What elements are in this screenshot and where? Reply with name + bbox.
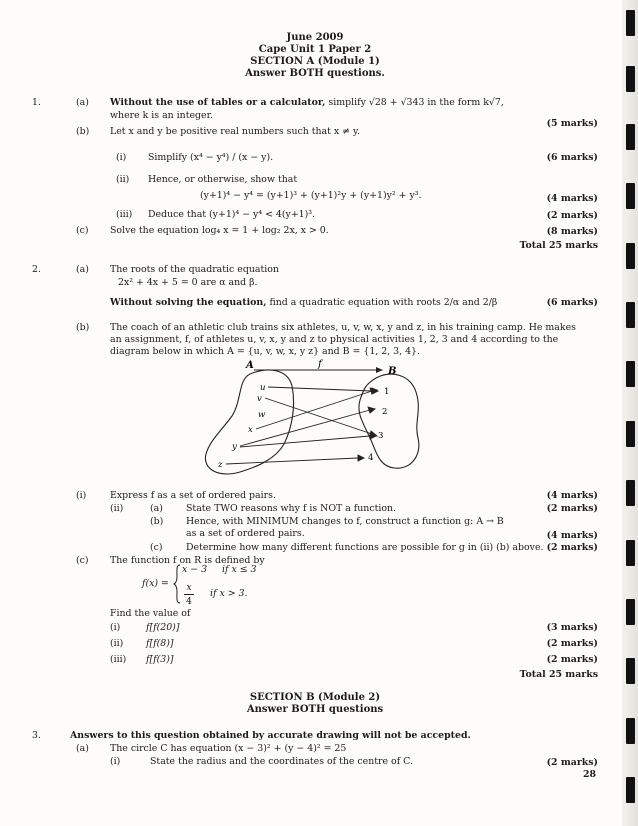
q2c-case1-cond: if x ≤ 3 [222,564,257,575]
q2c-case1-expr: x − 3 [182,564,208,575]
q2bii-b-text-2: as a set of ordered pairs. [186,528,305,539]
q1a-marks: (5 marks) [546,118,598,129]
binding-hole [626,302,635,328]
section-b-instruction: Answer BOTH questions [246,704,384,715]
set-b-label: B [388,366,397,377]
binding-hole [626,599,635,625]
q1b-text: Let x and y be positive real numbers such that x ≠ y. [110,126,361,137]
elem-v: v [257,394,262,404]
q1c-label: (c) [76,225,89,236]
q2-total: Total 25 marks [519,669,598,680]
q2ci-label: (i) [110,622,121,633]
q1c-text: Solve the equation log₄ x = 1 + log₂ 2x, x > 0. [110,225,329,236]
q2bii-b-label: (b) [150,516,164,527]
binding-hole [626,540,635,566]
binding-hole [626,243,635,269]
q1bii-label: (ii) [116,174,130,185]
q3-intro: Answers to this question obtained by accurate drawing will not be accepted. [70,730,471,741]
q2b-line-3: diagram below in which A = {u, v, w, x, y z} and B = {1, 2, 3, 4}. [110,346,421,357]
elem-2: 2 [382,407,388,417]
q2a-text-2 [110,297,497,308]
fraction-bar [184,594,194,595]
q2bi-label: (i) [76,490,87,501]
f-arrow-head [376,367,383,373]
q2b-line-1: The coach of an athletic club trains six athletes, u, v, w, x, y and z, in his training camp. He makes [110,322,576,333]
q1bi-text: Simplify (x⁴ − y⁴) / (x − y). [148,152,274,163]
set-a-outline [205,370,293,474]
elem-y: y [232,442,237,452]
section-b-title: SECTION B (Module 2) [249,692,381,703]
q1bi-label: (i) [116,152,127,163]
binding-hole [626,361,635,387]
elem-4: 4 [368,453,374,463]
q1a-text-2: where k is an integer. [110,110,214,121]
header-instruction: Answer BOTH questions. [245,68,385,79]
q3ai-marks: (2 marks) [546,757,598,768]
q1-total: Total 25 marks [519,240,598,251]
q2b-line-2: an assignment, f, of athletes u, v, x, y and z to physical activities 1, 2, 3 and 4 according to the [110,334,559,345]
elem-u: u [260,383,266,393]
fraction-denominator: 4 [186,596,192,607]
q1a-rest: simplify √28 + √343 in the form k√7, [328,97,504,108]
q2a-marks: (6 marks) [546,297,598,308]
q3a-label: (a) [76,743,89,754]
q1c-marks: (8 marks) [546,226,598,237]
elem-z: z [218,460,223,470]
q2bii-c-text: Determine how many different functions are possible for g in (ii) (b) above. [186,542,544,553]
q1a-bold: Without the use of tables or a calculator, [110,97,326,108]
q2ci-marks: (3 marks) [546,622,598,633]
q1a-text [110,97,504,108]
q1bii-equation: (y+1)⁴ − y⁴ = (y+1)³ + (y+1)²y + (y+1)y² + y³. [200,190,422,201]
q2c-case2-fraction [184,582,194,607]
elem-x: x [248,425,253,435]
q2cii-label: (ii) [110,638,124,649]
binding-hole [626,777,635,803]
q2a-text: The roots of the quadratic equation [110,264,279,275]
q2a-label: (a) [76,264,89,275]
q2bii-a-marks: (2 marks) [546,503,598,514]
q2c-find: Find the value of [110,608,191,619]
q2bii-label: (ii) [110,503,124,514]
q2bii-b-marks: (4 marks) [546,530,598,541]
piecewise-brace [173,564,181,604]
binding-hole [626,718,635,744]
q3ai-text: State the radius and the coordinates of the centre of C. [150,756,413,767]
q1biii-marks: (2 marks) [546,210,598,221]
q2c-label: (c) [76,555,89,566]
q2bii-b-text: Hence, with MINIMUM changes to f, construct a function g: A → B [186,516,504,527]
mapping-diagram [180,358,440,484]
binding-hole [626,480,635,506]
q2ci-expr: f[f(20)] [146,622,180,633]
map-label: f [318,359,322,370]
q2c-text: The function f on R is defined by [110,555,265,566]
q2ciii-label: (iii) [110,654,127,665]
header-date: June 2009 [286,32,344,43]
q2bii-a-label: (a) [150,503,163,514]
q1b-label: (b) [76,126,90,137]
q2c-fx: f(x) = [142,578,169,589]
q2bii-c-label: (c) [150,542,163,553]
header-paper: Cape Unit 1 Paper 2 [258,44,372,55]
q2ciii-expr: f[f(3)] [146,654,174,665]
q2bii-c-marks: (2 marks) [546,542,598,553]
q2bi-marks: (4 marks) [546,490,598,501]
page-number: 28 [582,769,596,780]
set-a-label: A [246,360,254,371]
q3-number: 3. [32,730,41,741]
q2cii-marks: (2 marks) [546,638,598,649]
q2ciii-marks: (2 marks) [546,654,598,665]
header-section: SECTION A (Module 1) [250,56,380,67]
q3ai-label: (i) [110,756,121,767]
q1biii-text: Deduce that (y+1)⁴ − y⁴ < 4(y+1)³. [148,209,316,220]
q2bii-a-text: State TWO reasons why f is NOT a function. [186,503,397,514]
binding-hole [626,421,635,447]
q2a-rest: find a quadratic equation with roots 2/α and 2/β [269,297,498,308]
binding-hole [626,658,635,684]
q1bi-marks: (6 marks) [546,152,598,163]
q2b-label: (b) [76,322,90,333]
q2a-bold: Without solving the equation, [110,297,267,308]
q2-number: 2. [32,264,41,275]
elem-3: 3 [378,431,384,441]
elem-w: w [258,410,266,420]
q3a-text: The circle C has equation (x − 3)² + (y − 4)² = 25 [110,743,347,754]
q1bii-text: Hence, or otherwise, show that [148,174,298,185]
q2cii-expr: f[f(8)] [146,638,174,649]
q1a-label: (a) [76,97,89,108]
q2a-equation: 2x² + 4x + 5 = 0 are α and β. [118,277,258,288]
binding-hole [626,124,635,150]
q1bii-marks: (4 marks) [546,193,598,204]
elem-1: 1 [384,387,390,397]
binding-hole [626,183,635,209]
q1-number: 1. [32,97,41,108]
fraction-numerator: x [186,582,192,593]
q1biii-label: (iii) [116,209,133,220]
q2bi-text: Express f as a set of ordered pairs. [110,490,276,501]
q2c-case2-cond: if x > 3. [210,588,248,599]
